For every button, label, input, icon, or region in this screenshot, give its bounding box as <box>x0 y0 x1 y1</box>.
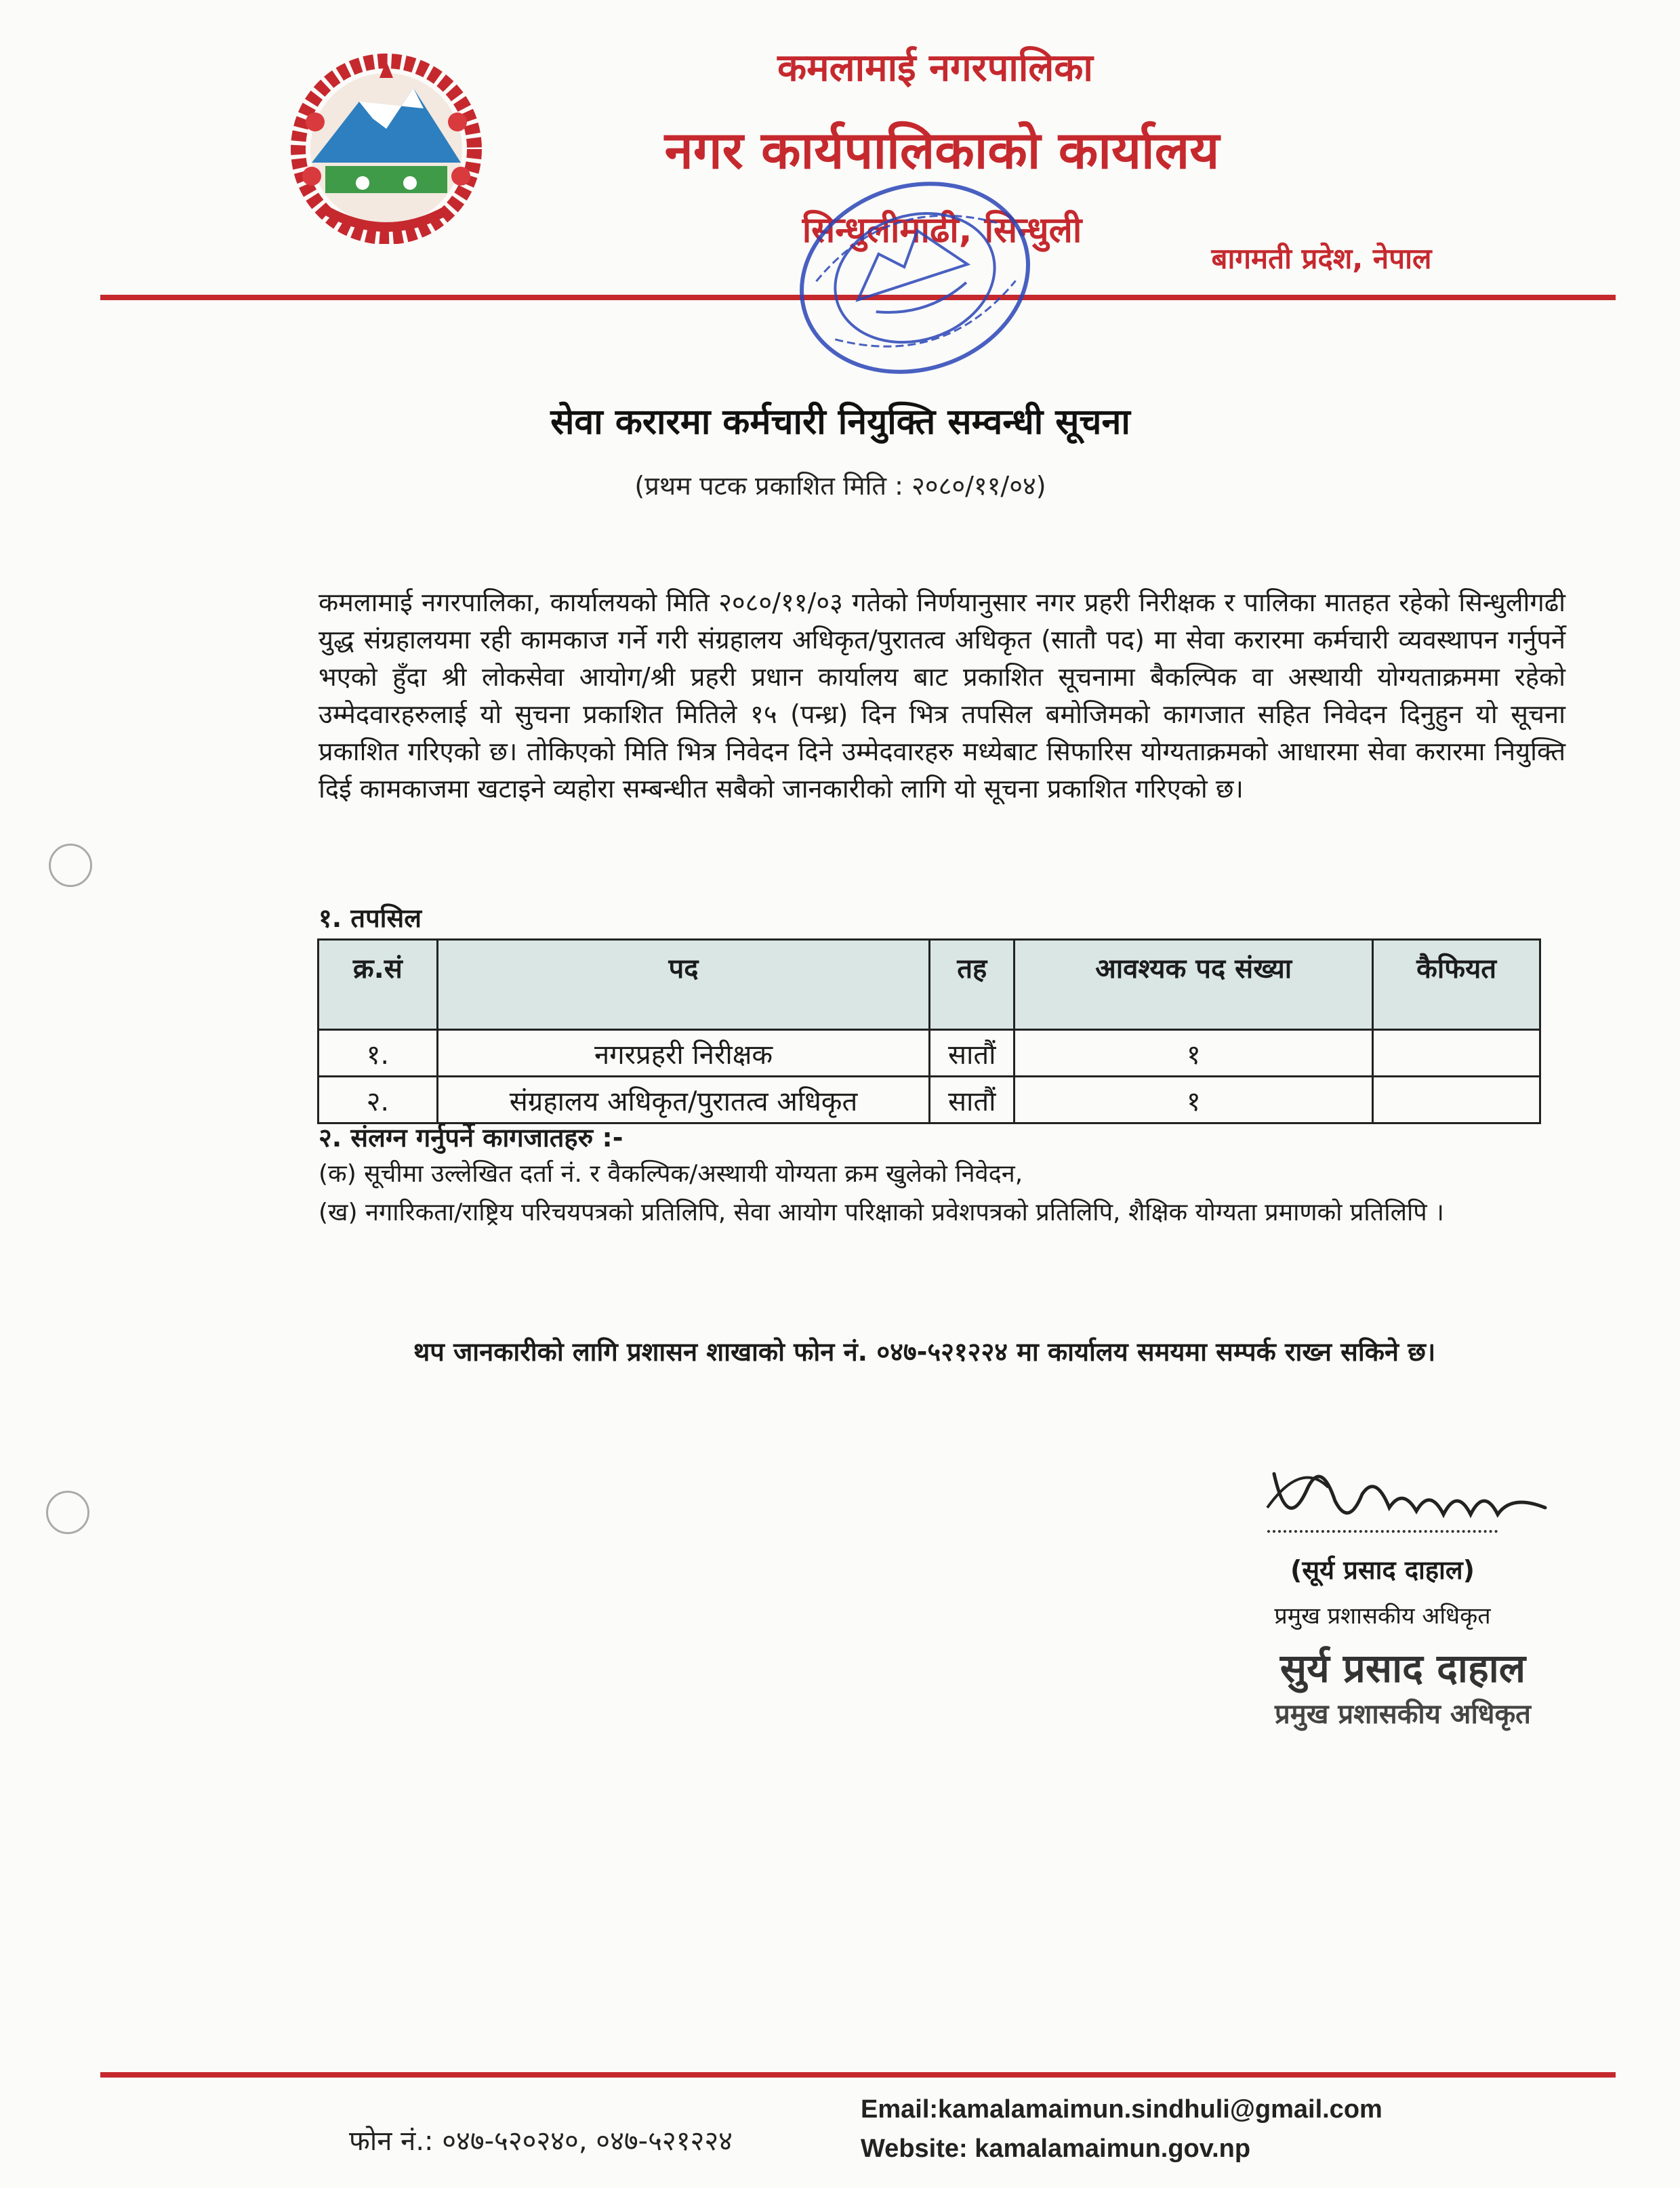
punch-hole <box>49 844 92 887</box>
cell-level: सातौं <box>930 1077 1015 1123</box>
table-header-row <box>319 940 1540 1030</box>
column-header-post: पद <box>437 940 930 1030</box>
notice-title: सेवा करारमा कर्मचारी नियुक्ति सम्वन्धी सूचना <box>550 402 1130 442</box>
cell-remarks <box>1373 1077 1540 1123</box>
document-item: (क) सूचीमा उल्लेखित दर्ता नं. र वैकल्पिक/अस्थायी योग्यता क्रम खुलेको निवेदन, <box>319 1160 1023 1188</box>
document-item: (ख) नगारिकता/राष्ट्रिय परिचयपत्रको प्रतिलिपि, सेवा आयोग परिक्षाको प्रवेशपत्रको प्रतिलिपि, शैक्षिक योग्यता प्रमाणको प्रतिलिपि । <box>319 1199 1444 1226</box>
contact-note: थप जानकारीको लागि प्रशासन शाखाको फोन नं. ०४७-५२१२२४ मा कार्यालय समयमा सम्पर्क राख्न सकिने छ। <box>413 1337 1436 1367</box>
column-header-level: तह <box>930 940 1015 1030</box>
cell-sn: २. <box>319 1077 438 1123</box>
column-header-remarks: कैफियत <box>1373 940 1540 1030</box>
post-stamp: प्रमुख प्रशासकीय अधिकृत <box>1275 1699 1531 1730</box>
office-stamp <box>773 163 1057 393</box>
province-name: बागमती प्रदेश, नेपाल <box>1211 242 1432 275</box>
table-row <box>319 1077 1540 1123</box>
section-schedule-heading: १. तपसिल <box>319 903 422 933</box>
footer-rule <box>100 2072 1616 2078</box>
footer-email: Email:kamalamaimun.sindhuli@gmail.com <box>861 2095 1382 2124</box>
punch-hole <box>46 1491 89 1534</box>
handwritten-signature <box>1247 1447 1559 1542</box>
office-location: सिन्धुलीमाढी, सिन्धुली <box>802 210 1082 251</box>
nepal-emblem-logo <box>285 47 488 244</box>
column-header-count: आवश्यक पद संख्या <box>1015 940 1373 1030</box>
cell-sn: १. <box>319 1030 438 1077</box>
cell-count: १ <box>1015 1077 1373 1123</box>
signatory-post: प्रमुख प्रशासकीय अधिकृत <box>1274 1603 1491 1630</box>
section-documents-heading: २. संलग्न गर्नुपर्ने कागजातहरु :- <box>319 1123 623 1153</box>
footer-phone: फोन नं.: ०४७-५२०२४०, ०४७-५२१२२४ <box>349 2126 733 2157</box>
cell-post: संग्रहालय अधिकृत/पुरातत्व अधिकृत <box>437 1077 930 1123</box>
footer-website: Website: kamalamaimun.gov.np <box>861 2134 1251 2163</box>
municipality-name: कमलामाई नगरपालिका <box>777 46 1093 90</box>
published-date: (प्रथम पटक प्रकाशित मिति : २०८०/११/०४) <box>634 471 1046 501</box>
cell-count: १ <box>1015 1030 1373 1077</box>
signature-line <box>1267 1530 1498 1533</box>
cell-post: नगरप्रहरी निरीक्षक <box>437 1030 930 1077</box>
cell-level: सातौं <box>930 1030 1015 1077</box>
table-row <box>319 1030 1540 1077</box>
posts-table <box>317 938 1541 1124</box>
signatory-name: (सूर्य प्रसाद दाहाल) <box>1290 1555 1475 1585</box>
cell-remarks <box>1373 1030 1540 1077</box>
name-stamp: सुर्य प्रसाद दाहाल <box>1279 1645 1526 1691</box>
column-header-sn: क्र.सं <box>319 940 438 1030</box>
notice-body: कमलामाई नगरपालिका, कार्यालयको मिति २०८०/११/०३ गतेको निर्णयानुसार नगर प्रहरी निरीक्षक र पालिका मातहत रहेको सिन्धुलीगढी युद्ध संग्रहालयमा रही कामकाज गर्ने गरी संग्रहालय अधिकृत/पुरातत्व अधिकृत (सातौ पद) मा सेवा करारमा कर्मचारी व्यवस्थापन गर्नुपर्ने भएको हुँदा श्री लोकसेवा आयोग/श्री प्रहरी प्रधान कार्यालय बाट प्रकाशित सूचनामा बैकल्पिक वा अस्थायी योग्यताक्रममा रहेको उम्मेदवारहरुलाई यो सुचना प्रकाशित मितिले १५ (पन्ध्र) दिन भित्र तपसिल बमोजिमको कागजात सहित निवेदन दिनुहुन यो सूचना प्रकाशित गरिएको छ। तोकिएको मिति भित्र निवेदन दिने उम्मेदवारहरु मध्येबाट सिफारिस योग्यताक्रमको आधारमा सेवा करारमा नियुक्ति दिई कामकाजमा खटाइने व्यहोरा सम्बन्धीत सबैको जानकारीको लागि यो सूचना प्रकाशित गरिएको छ। <box>319 587 1565 804</box>
office-name: नगर कार्यपालिकाको कार्यालय <box>664 120 1220 180</box>
